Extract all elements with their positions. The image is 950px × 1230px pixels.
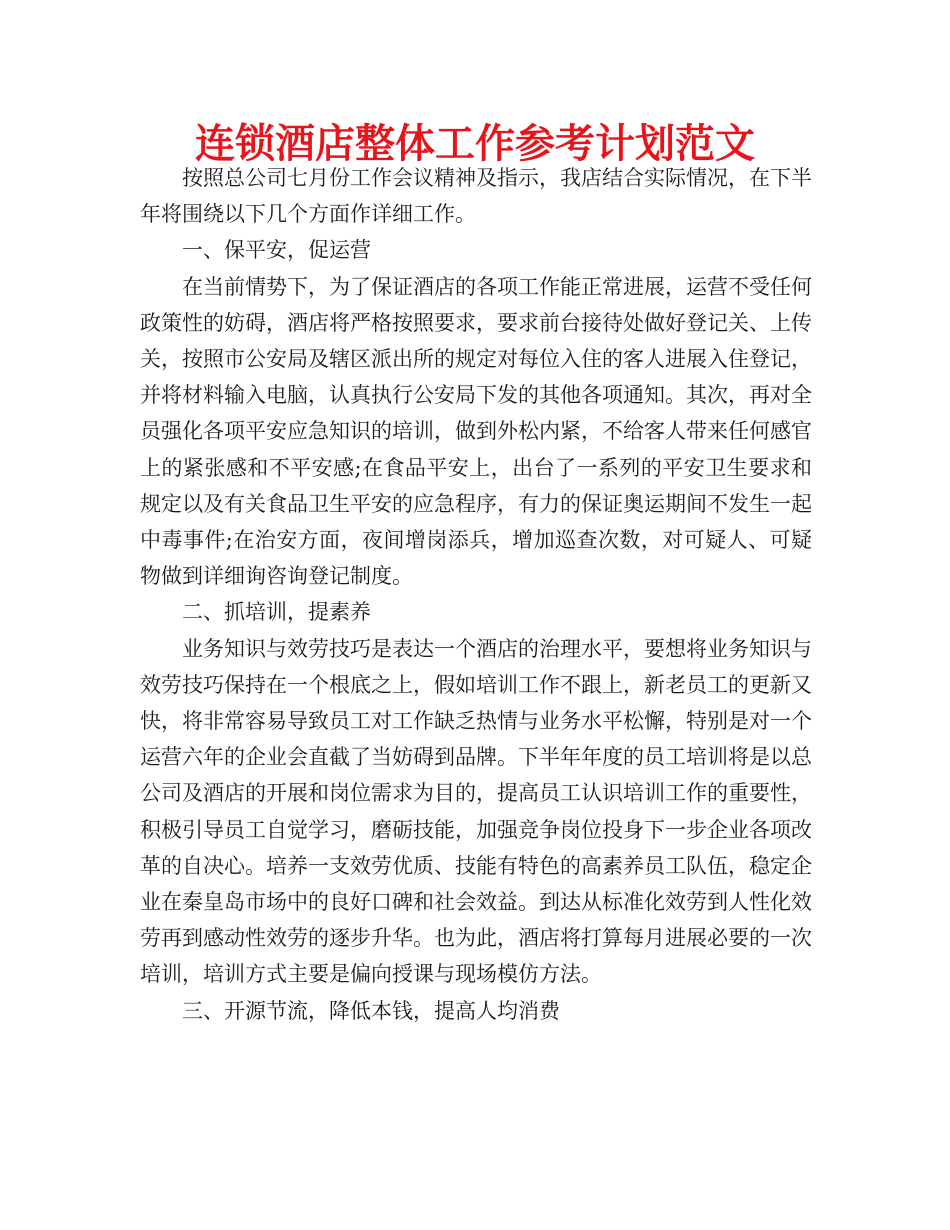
section-2-heading: 二、抓培训，提素养: [182, 600, 371, 625]
section-3-heading: 三、开源节流，降低本钱，提高人均消费: [182, 998, 560, 1023]
document-title: 连锁酒店整体工作参考计划范文: [195, 121, 755, 167]
section-2-paragraph: 业务知识与效劳技巧是表达一个酒店的治理水平，要想将业务知识与效劳技巧保持在一个根底之上，假如培训工作不跟上，新老员工的更新又快，将非常容易导致员工对工作缺乏热情与业务水平松懈，特别是对一个运营六年的企业会直截了当妨碍到品牌。下半年年度的员工培训将是以总公司及酒店的开展和岗位需求为目的，提高员工认识培训工作的重要性，积极引导员工自觉学习，磨砺技能，加强竞争岗位投身下一步企业各项改革的自决心。培养一支效劳优质、技能有特色的高素养员工队伍，稳定企业在秦皇岛市场中的良好口碑和社会效益。到达从标准化效劳到人性化效劳再到感动性效劳的逐步升华。也为此，酒店将打算每月进展必要的一次培训，培训方式主要是偏向授课与现场模仿方法。: [140, 636, 812, 987]
section-1-paragraph: 在当前情势下，为了保证酒店的各项工作能正常进展，运营不受任何政策性的妨碍，酒店将严格按照要求，要求前台接待处做好登记关、上传关，按照市公安局及辖区派出所的规定对每位入住的客人进展入住登记，并将材料输入电脑，认真执行公安局下发的其他各项通知。其次，再对全员强化各项平安应急知识的培训，做到外松内紧，不给客人带来任何感官上的紧张感和不平安感;在食品平安上，出台了一系列的平安卫生要求和规定以及有关食品卫生平安的应急程序，有力的保证奥运期间不发生一起中毒事件;在治安方面，夜间增岗添兵，增加巡查次数，对可疑人、可疑物做到详细询咨询登记制度。: [140, 274, 812, 589]
section-1-heading: 一、保平安，促运营: [182, 238, 371, 263]
document-body: [140, 160, 812, 1029]
intro-paragraph: 按照总公司七月份工作会议精神及指示，我店结合实际情况，在下半年将围绕以下几个方面作详细工作。: [140, 166, 812, 227]
